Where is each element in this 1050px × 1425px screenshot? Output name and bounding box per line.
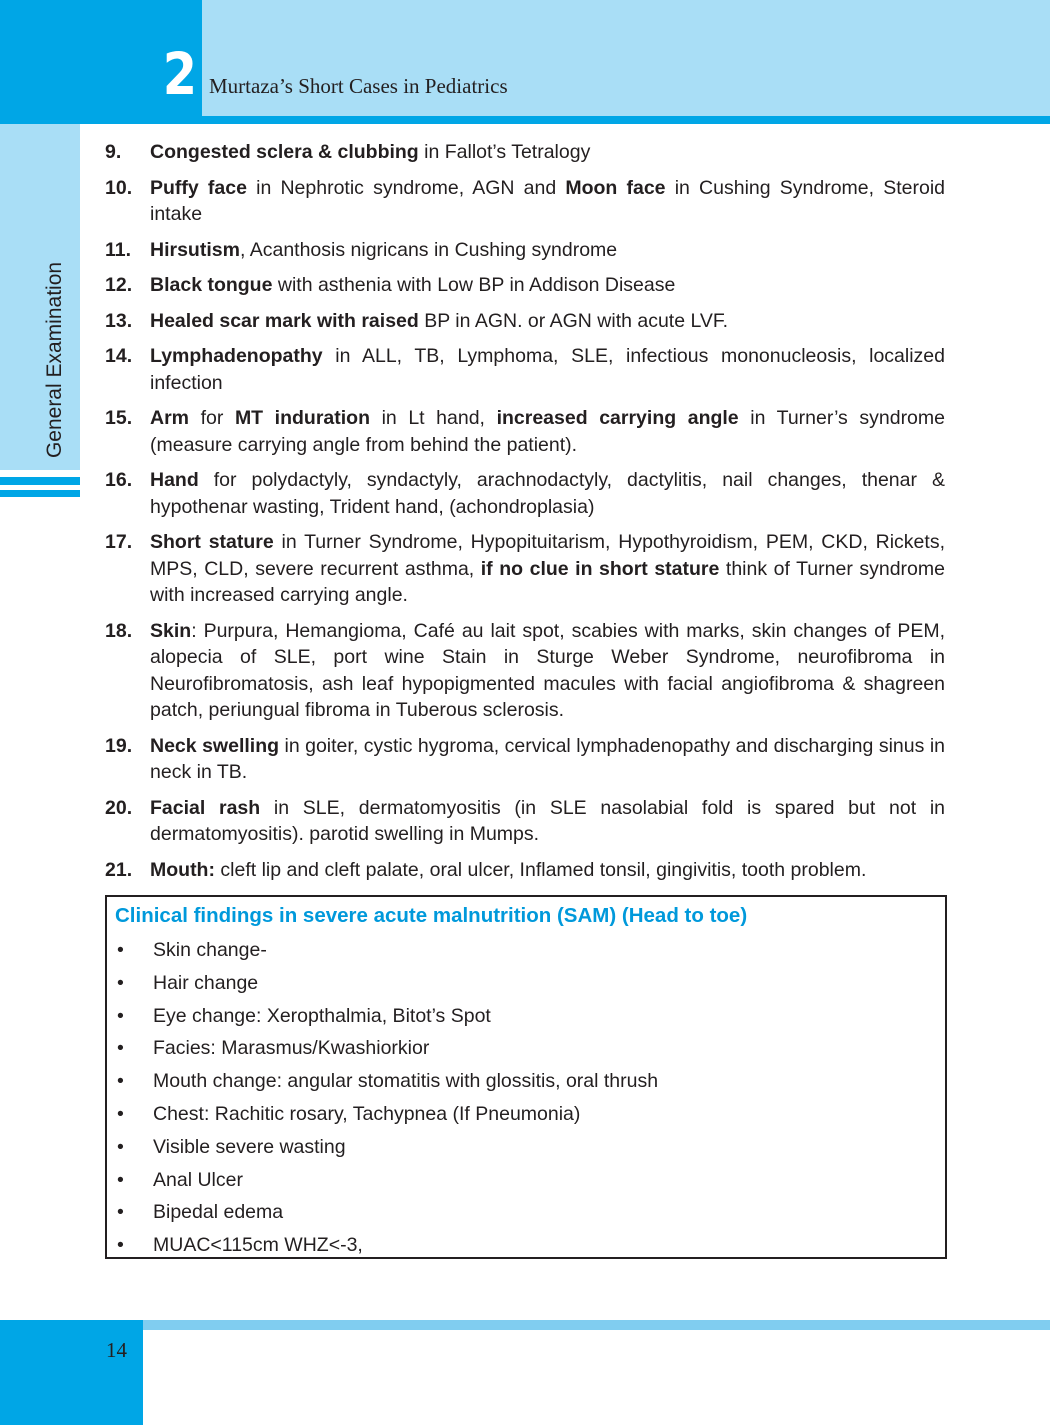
item-text: in SLE, dermatomyositis (in SLE nasolabial fold is spared but not in dermatomyositis). parotid swelling in Mumps.	[150, 796, 945, 845]
item-text: in goiter, cystic hygroma, cervical lymphadenopathy and discharging sinus in neck in TB.	[150, 734, 945, 783]
item-keyword: if no clue in short stature	[480, 557, 720, 580]
list-item	[105, 139, 945, 166]
item-keyword: Moon face	[565, 176, 666, 199]
bullet-item	[117, 1196, 658, 1229]
item-text: : Purpura, Hemangioma, Café au lait spot, scabies with marks, skin changes of PEM, alopecia of SLE, port wine Stain in Sturge Weber Syndrome, neurofibroma in Neurofibromatosis, ash leaf hypopigmented macules with facial angiofibroma & shagreen patch, periungual fibroma in Tuberous sclerosis.	[150, 619, 945, 721]
item-number: 14.	[105, 345, 133, 367]
bullet-text: Chest: Rachitic rosary, Tachypnea (If Pneumonia)	[153, 1102, 581, 1125]
item-text: , Acanthosis nigricans in Cushing syndrome	[239, 238, 618, 261]
header-rule	[0, 116, 1050, 124]
item-keyword: MT induration	[234, 407, 370, 429]
list-item	[105, 175, 945, 228]
list-item	[105, 733, 945, 786]
bullet-item	[117, 934, 658, 967]
chapter-number: 2	[162, 40, 196, 108]
bullet-text: Eye change: Xeropthalmia, Bitot’s Spot	[153, 1004, 491, 1027]
list-item	[105, 343, 945, 396]
item-keyword: Skin	[150, 619, 192, 642]
bullet-icon: •	[117, 971, 124, 994]
side-tab-rule	[0, 477, 80, 485]
list-item	[105, 857, 945, 884]
item-number: 20.	[105, 796, 133, 819]
item-text: in Nephrotic syndrome, AGN and	[246, 176, 566, 199]
bullet-icon: •	[117, 1102, 124, 1125]
sam-findings-box	[105, 895, 947, 1259]
item-text: cleft lip and cleft palate, oral ulcer, Inflamed tonsil, gingivitis, tooth problem.	[214, 858, 867, 881]
item-keyword: Healed scar mark with raised	[150, 309, 419, 332]
item-number: 11.	[105, 238, 132, 261]
item-number: 15.	[105, 407, 133, 429]
bullet-icon: •	[117, 1234, 124, 1257]
running-head-title: Murtaza’s Short Cases in Pediatrics	[209, 74, 508, 98]
item-keyword: Hand	[150, 469, 199, 491]
item-number: 21.	[105, 858, 133, 881]
item-keyword: Neck swelling	[150, 734, 280, 757]
bullet-item	[117, 1131, 658, 1164]
item-number: 17.	[105, 531, 133, 553]
section-label: General Examination	[43, 261, 66, 459]
item-keyword: Mouth:	[150, 858, 215, 881]
list-item	[105, 618, 945, 724]
bullet-item	[117, 1098, 658, 1131]
list-item	[105, 272, 945, 299]
bullet-text: MUAC<115cm WHZ<-3,	[153, 1234, 363, 1257]
footer-block	[0, 1320, 143, 1425]
item-number: 18.	[105, 619, 133, 642]
side-tab	[0, 124, 80, 470]
item-number: 9.	[105, 141, 122, 163]
list-item	[105, 405, 945, 458]
bullet-item	[117, 1164, 658, 1197]
page-number: 14	[106, 1338, 127, 1362]
item-keyword: Short stature	[150, 531, 274, 553]
item-keyword: Hirsutism	[150, 238, 240, 261]
list-item	[105, 237, 945, 264]
list-item	[105, 529, 945, 609]
bullet-text: Bipedal edema	[153, 1201, 284, 1224]
bullet-text: Skin change-	[153, 939, 267, 961]
item-text: think of Turner syndrome with increased carrying angle.	[150, 557, 945, 606]
item-text: for polydactyly, syndactyly, arachnodactyly, dactylitis, nail changes, thenar & hypothenar wasting, Trident hand, (achondroplasia)	[150, 469, 945, 518]
bullet-text: Hair change	[153, 971, 259, 994]
footer-rule	[0, 1320, 1050, 1330]
item-number: 16.	[105, 469, 133, 491]
item-keyword: Arm	[150, 407, 190, 429]
item-number: 10.	[105, 176, 133, 199]
bullet-text: Mouth change: angular stomatitis with glossitis, oral thrush	[153, 1070, 659, 1093]
list-item	[105, 467, 945, 520]
item-text: in ALL, TB, Lymphoma, SLE, infectious mononucleosis, localized infection	[150, 345, 945, 394]
item-keyword: increased carrying angle	[496, 407, 739, 429]
bullet-icon: •	[117, 1168, 124, 1191]
bullet-list	[117, 934, 658, 1262]
item-keyword: Congested sclera & clubbing	[150, 141, 419, 163]
item-text: in Turner Syndrome, Hypopituitarism, Hypothyroidism, PEM, CKD, Rickets, MPS, CLD, severe recurrent asthma,	[150, 531, 945, 580]
bullet-icon: •	[117, 1201, 124, 1224]
item-keyword: Puffy face	[150, 176, 247, 199]
item-text: in Fallot’s Tetralogy	[418, 141, 591, 163]
box-title: Clinical findings in severe acute malnutrition (SAM) (Head to toe)	[115, 904, 748, 927]
bullet-icon: •	[117, 1004, 124, 1027]
bullet-item	[117, 1000, 658, 1033]
bullet-text: Anal Ulcer	[153, 1168, 243, 1191]
item-number: 19.	[105, 734, 133, 757]
item-number: 12.	[105, 274, 133, 296]
bullet-text: Visible severe wasting	[153, 1135, 346, 1158]
item-text: for	[189, 407, 235, 429]
bullet-item	[117, 1065, 658, 1098]
item-keyword: Facial rash	[150, 796, 261, 819]
item-text: in Turner’s syndrome (measure carrying angle from behind the patient).	[150, 407, 945, 456]
bullet-text: Facies: Marasmus/Kwashiorkior	[153, 1037, 430, 1060]
bullet-item	[117, 1032, 658, 1065]
item-text: BP in AGN. or AGN with acute LVF.	[418, 309, 729, 332]
bullet-icon: •	[117, 1070, 124, 1093]
bullet-item	[117, 1229, 658, 1262]
bullet-icon: •	[117, 1135, 124, 1158]
findings-list	[105, 139, 945, 892]
list-item	[105, 308, 945, 335]
item-text: with asthenia with Low BP in Addison Disease	[272, 274, 676, 296]
list-item	[105, 795, 945, 848]
bullet-item	[117, 967, 658, 1000]
item-keyword: Black tongue	[150, 274, 273, 296]
item-number: 13.	[105, 309, 133, 332]
item-text: in Lt hand,	[370, 407, 497, 429]
bullet-icon: •	[117, 939, 124, 961]
item-text: in Cushing Syndrome, Steroid intake	[150, 176, 945, 225]
item-keyword: Lymphadenopathy	[150, 345, 323, 367]
bullet-icon: •	[117, 1037, 124, 1060]
side-tab-rule	[0, 490, 80, 497]
